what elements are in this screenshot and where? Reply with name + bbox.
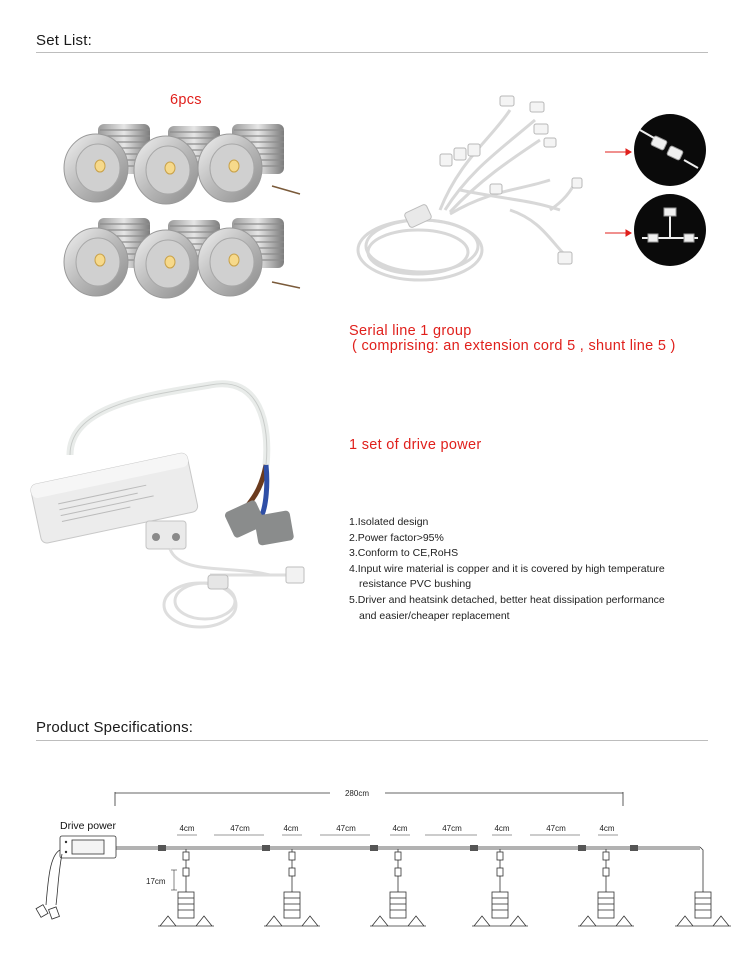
drive-power-label: 1 set of drive power (349, 437, 482, 453)
set-list-title: Set List: (36, 32, 92, 49)
set-list-divider (36, 52, 708, 53)
feature-item: 4.Input wire material is copper and it is covered by high temperature resistance PVC bushing (349, 562, 665, 591)
segment-length-label: 47cm (442, 824, 462, 833)
serial-line-detail: ( comprising: an extension cord 5 , shunt line 5 ) (352, 338, 676, 354)
segment-length-label: 47cm (336, 824, 356, 833)
total-length-label: 280cm (344, 789, 370, 798)
serial-line-label: Serial line 1 group (349, 323, 472, 339)
segment-length-label: 4cm (179, 824, 195, 833)
drop-length-label: 17cm (146, 877, 166, 886)
segment-length-label: 4cm (494, 824, 510, 833)
segment-length-label: 4cm (599, 824, 615, 833)
lamps-quantity-label: 6pcs (170, 92, 202, 108)
serial-line-image (350, 80, 610, 290)
segment-length-label: 4cm (392, 824, 408, 833)
feature-item: 3.Conform to CE,RoHS (349, 547, 459, 560)
downlights-image (50, 122, 310, 312)
segment-length-label: 47cm (546, 824, 566, 833)
connector-detail-arrows (600, 110, 730, 250)
product-specs-title: Product Specifications: (36, 719, 194, 736)
feature-item: 1.Isolated design (349, 516, 429, 528)
driver-image (30, 365, 330, 645)
features-list (349, 515, 665, 624)
product-specs-divider (36, 740, 708, 741)
feature-item: 5.Driver and heatsink detached, better heat dissipation performance and easier/cheaper replacement (349, 593, 665, 622)
segment-length-label: 4cm (283, 824, 299, 833)
drive-power-text: Drive power (60, 820, 117, 832)
segment-length-label: 47cm (230, 824, 250, 833)
wiring-diagram (0, 780, 751, 960)
feature-item: 2.Power factor>95% (349, 531, 444, 544)
